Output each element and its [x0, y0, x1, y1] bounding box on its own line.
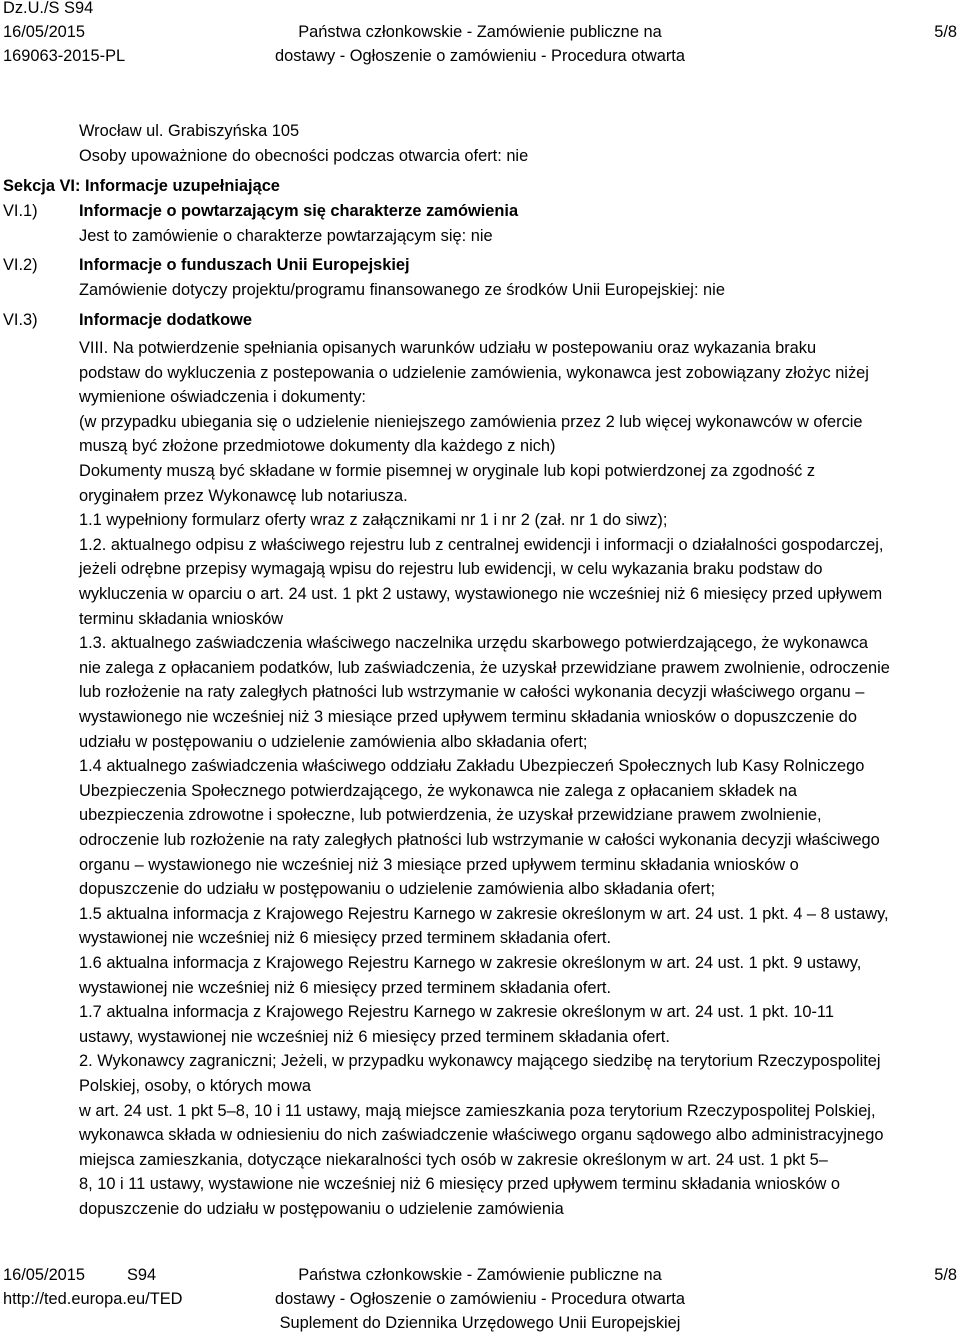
- vi3-body-line: (w przypadku ubiegania się o udzielenie nieniejszego zamówienia przez 2 lub więcej wykonawców w ofercie: [79, 412, 863, 431]
- header-title-line2: dostawy - Ogłoszenie o zamówieniu - Procedura otwarta: [275, 47, 685, 65]
- vi3-body-line: 1.1 wypełniony formularz oferty wraz z załącznikami nr 1 i nr 2 (zał. nr 1 do siwz);: [79, 511, 668, 530]
- vi3-body-line: organu – wystawionego nie wcześniej niż 3 miesiące przed upływem terminu składania wniosków o: [79, 855, 799, 874]
- vi3-body-line: 1.4 aktualnego zaświadczenia właściwego oddziału Zakładu Ubezpieczeń Społecznych lub Kasy Rolniczego: [79, 757, 865, 776]
- vi3-body-line: 2. Wykonawcy zagraniczni; Jeżeli, w przypadku wykonawcy mającego siedzibę na terytorium Rzeczypospolitej: [79, 1052, 881, 1071]
- vi3-body-line: 1.3. aktualnego zaświadczenia właściwego naczelnika urzędu skarbowego potwierdzającego, że wykonawca: [79, 634, 869, 653]
- vi3-body-line: Dokumenty muszą być składane w formie pisemnej w oryginale lub kopi potwierdzonej za zgodność z: [79, 462, 816, 480]
- vi3-body-line: jeżeli odrębne przepisy wymagają wpisu do rejestru lub ewidencji, w celu wykazania braku podstaw do: [79, 560, 823, 579]
- vi3-body-line: oryginałem przez Wykonawcę lub notariusza.: [79, 486, 408, 505]
- footer-url[interactable]: http://ted.europa.eu/TED: [3, 1290, 183, 1308]
- vi3-body-line: wykonawca składa w odniesieniu do nich zaświadczenie właściwego organu sądowego albo administracyjnego: [79, 1126, 884, 1145]
- footer-supplement: Suplement do Dziennika Urzędowego Unii Europejskiej: [279, 1314, 681, 1332]
- vi3-body-line: wykluczenia w oparciu o art. 24 ust. 1 pkt 2 ustawy, wystawionego nie wcześniej niż 6 miesięcy przed upływem: [79, 585, 883, 603]
- vi3-body-line: Ubezpieczenia Społecznego potwierdzającego, że wykonawca nie zalega z opłacaniem składek na: [79, 781, 797, 800]
- vi3-body-line: Polskiej, osoby, o których mowa: [79, 1077, 311, 1095]
- header-title-line1: Państwa członkowskie - Zamówienie publiczne na: [298, 23, 662, 41]
- header-date: 16/05/2015: [3, 23, 86, 41]
- vi3-body-line: nie zalega z opłacaniem podatków, lub zaświadczenia, że uzyskał przewidziane prawem zwolnienie, odroczenie: [79, 658, 890, 677]
- vi3-body-line: wystawionej nie wcześniej niż 6 miesięcy przed terminem składania ofert.: [79, 978, 612, 997]
- vi3-body-line: 8, 10 i 11 ustawy, wystawione nie wcześniej niż 6 miesięcy przed upływem terminu składania wniosków o: [79, 1175, 840, 1194]
- header-journal-ref: Dz.U./S S94: [3, 0, 94, 17]
- vi3-body-line: ustawy, wystawionej nie wcześniej niż 6 miesięcy przed terminem składania ofert.: [79, 1027, 670, 1046]
- footer-series: S94: [127, 1266, 157, 1284]
- vi3-body-line: miejsca zamieszkania, dotyczące niekaralności tych osób w zakresie określonym w art. 24 ust. 1 pkt 5–: [79, 1150, 828, 1169]
- intro-address: Wrocław ul. Grabiszyńska 105: [79, 122, 300, 140]
- vi3-body-line: udziału w postępowaniu o udzielenie zamówienia albo składania ofert;: [79, 732, 588, 751]
- vi3-body-line: muszą być złożone przedmiotowe dokumenty dla każdego z nich): [79, 437, 556, 456]
- intro-opening-persons: Osoby upoważnione do obecności podczas otwarcia ofert: nie: [79, 147, 529, 165]
- vi2-text: Zamówienie dotyczy projektu/programu finansowanego ze środków Unii Europejskiej: nie: [79, 281, 725, 299]
- vi2-title: Informacje o funduszach Unii Europejskiej: [79, 256, 410, 274]
- vi2-number: VI.2): [3, 256, 38, 274]
- vi3-body-line: terminu składania wniosków: [79, 609, 284, 628]
- vi1-number: VI.1): [3, 202, 38, 220]
- vi3-body-line: podstaw do wykluczenia z postepowania o udzielenie zamówienia, wykonawca jest zobowiązany złożyc niżej: [79, 363, 869, 382]
- vi1-text: Jest to zamówienie o charakterze powtarzającym się: nie: [79, 227, 493, 245]
- vi3-title: Informacje dodatkowe: [79, 311, 253, 329]
- footer-title-line2: dostawy - Ogłoszenie o zamówieniu - Procedura otwarta: [275, 1290, 685, 1308]
- section-title: Sekcja VI: Informacje uzupełniające: [3, 177, 280, 195]
- vi3-body-line: ubezpieczenia zdrowotne i społeczne, lub potwierdzenia, że uzyskał przewidziane prawem zwolnienie,: [79, 806, 822, 825]
- vi3-body-line: 1.2. aktualnego odpisu z właściwego rejestru lub z centralnej ewidencji i informacji o działalności gospodarczej,: [79, 535, 884, 554]
- vi3-body-line: 1.6 aktualna informacja z Krajowego Rejestru Karnego w zakresie określonym w art. 24 ust. 1 pkt. 9 ustawy,: [79, 954, 862, 972]
- vi3-body-line: VIII. Na potwierdzenie spełniania opisanych warunków udziału w postepowaniu oraz wykazania braku: [79, 339, 817, 357]
- vi1-title: Informacje o powtarzającym się charakterze zamówienia: [79, 202, 519, 220]
- vi3-body-line: dopuszczenie do udziału w postępowaniu o udzielenie zamówienia albo składania ofert;: [79, 880, 716, 899]
- vi3-body-line: wymienione oświadczenia i dokumenty:: [79, 388, 366, 407]
- vi3-body-line: w art. 24 ust. 1 pkt 5–8, 10 i 11 ustawy, mają miejsce zamieszkania poza terytorium Rzeczypospolitej Polskiej,: [79, 1101, 876, 1120]
- header-notice-id: 169063-2015-PL: [3, 47, 126, 65]
- vi3-body-line: wystawionej nie wcześniej niż 6 miesięcy przed terminem składania ofert.: [79, 929, 612, 948]
- footer-date: 16/05/2015: [3, 1266, 86, 1284]
- vi3-body-line: 1.5 aktualna informacja z Krajowego Rejestru Karnego w zakresie określonym w art. 24 ust. 1 pkt. 4 – 8 ustawy,: [79, 904, 889, 923]
- vi3-body-line: odroczenie lub rozłożenie na raty zaległych płatności lub wstrzymanie w całości wykonania decyzji właściwego: [79, 831, 880, 849]
- vi3-number: VI.3): [3, 311, 38, 329]
- footer-title-line1: Państwa członkowskie - Zamówienie publiczne na: [298, 1266, 662, 1284]
- footer-page-number: 5/8: [934, 1266, 957, 1284]
- vi3-body-line: 1.7 aktualna informacja z Krajowego Rejestru Karnego w zakresie określonym w art. 24 ust. 1 pkt. 10-11: [79, 1003, 834, 1022]
- vi3-body-line: lub rozłożenie na raty zaległych płatności lub wstrzymanie w całości wykonania decyzji właściwego organu –: [79, 683, 865, 702]
- header-page-number: 5/8: [934, 23, 957, 41]
- vi3-body: [0, 336, 960, 1226]
- vi3-body-line: dopuszczenie do udziału w postępowaniu o udzielenie zamówienia: [79, 1200, 564, 1218]
- vi3-body-line: wystawionego nie wcześniej niż 3 miesiące przed upływem terminu składania wniosków o dopuszczenie do: [79, 708, 858, 726]
